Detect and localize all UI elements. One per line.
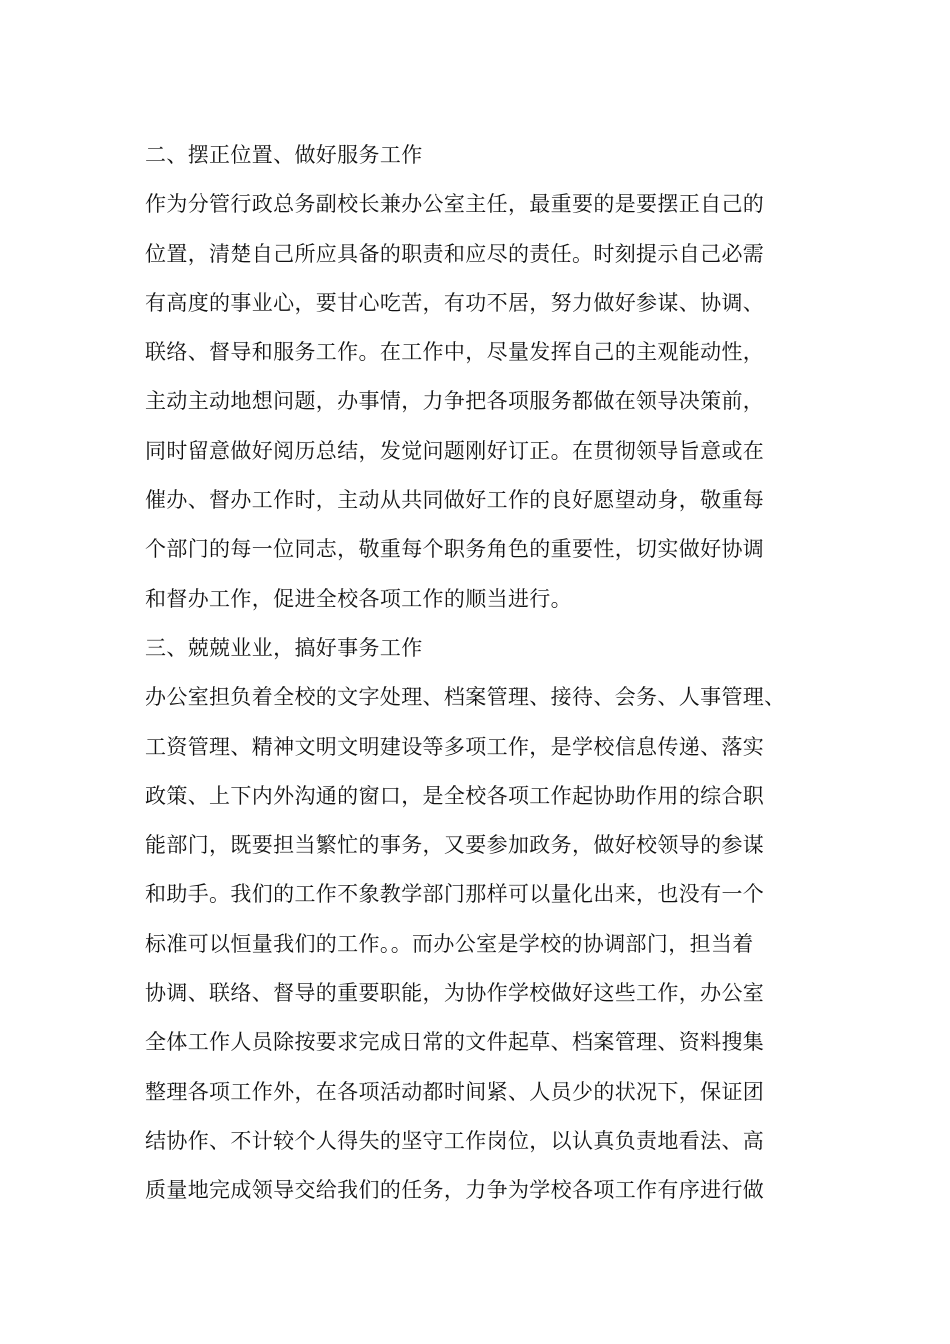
text-line: 结协作、不计较个人得失的坚守工作岗位，以认真负责地看法、高 [145,1128,765,1153]
text-line: 全体工作人员除按要求完成日常的文件起草、档案管理、资料搜集 [145,1030,765,1055]
text-line: 能部门，既要担当繁忙的事务，又要参加政务，做好校领导的参谋 [145,833,765,858]
text-line: 工资管理、精神文明文明建设等多项工作，是学校信息传递、落实 [145,734,765,759]
section-heading-3: 三、兢兢业业，搞好事务工作 [145,635,423,660]
text-line: 协调、联络、督导的重要职能，为协作学校做好这些工作，办公室 [145,981,765,1006]
text-line: 政策、上下内外沟通的窗口，是全校各项工作起协助作用的综合职 [145,783,765,808]
text-line: 催办、督办工作时，主动从共同做好工作的良好愿望动身，敬重每 [145,488,765,513]
text-line: 个部门的每一位同志，敬重每个职务角色的重要性，切实做好协调 [145,537,765,562]
text-line: 和督办工作，促进全校各项工作的顺当进行。 [145,586,572,611]
text-line: 标准可以恒量我们的工作。。而办公室是学校的协调部门，担当着 [145,931,754,956]
text-line: 作为分管行政总务副校长兼办公室主任，最重要的是要摆正自己的 [145,192,765,217]
text-line: 同时留意做好阅历总结，发觉问题刚好订正。在贯彻领导旨意或在 [145,438,765,463]
section-heading-2: 二、摆正位置、做好服务工作 [145,143,423,167]
text-line: 整理各项工作外，在各项活动都时间紧、人员少的状况下，保证团 [145,1079,765,1104]
text-line: 办公室担负着全校的文字处理、档案管理、接待、会务、人事管理、 [145,685,786,710]
document-body [145,131,835,1216]
text-line: 主动主动地想问题，办事情，力争把各项服务都做在领导决策前， [145,389,765,414]
text-line: 位置，清楚自己所应具备的职责和应尽的责任。时刻提示自己必需 [145,241,765,266]
text-line: 和助手。我们的工作不象教学部门那样可以量化出来，也没有一个 [145,882,765,907]
text-line: 质量地完成领导交给我们的任务，力争为学校各项工作有序进行做 [145,1178,765,1203]
text-line: 联络、督导和服务工作。在工作中，尽量发挥自己的主观能动性， [145,340,765,365]
text-line: 有高度的事业心，要甘心吃苦，有功不居，努力做好参谋、协调、 [145,290,765,315]
